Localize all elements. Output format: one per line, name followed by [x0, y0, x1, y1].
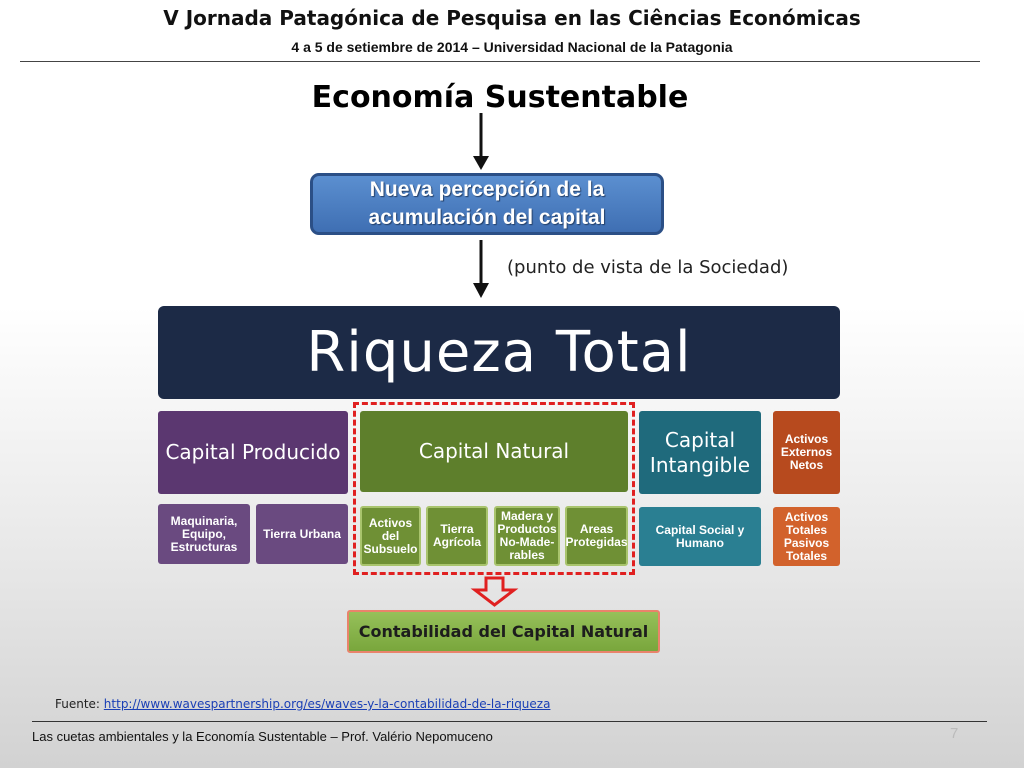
- source-citation: [55, 697, 550, 711]
- areas-protegidas-tile: Areas Protegidas: [565, 506, 628, 566]
- capital-natural-tile: Capital Natural: [360, 411, 628, 492]
- activos-totales-tile: Activos Totales Pasivos Totales: [773, 507, 840, 566]
- slide-title: Economía Sustentable: [311, 80, 689, 115]
- footer-text: Las cuetas ambientales y la Economía Sustentable – Prof. Valério Nepomuceno: [32, 729, 493, 744]
- capital-social-tile: Capital Social y Humano: [639, 507, 761, 566]
- capital-accumulation-box: Nueva percepción de la acumulación del capital: [310, 173, 664, 235]
- activos-externos-tile: Activos Externos Netos: [773, 411, 840, 494]
- conference-subtitle: 4 a 5 de setiembre de 2014 – Universidad Nacional de la Patagonia: [291, 39, 733, 55]
- activos-subsuelo-tile: Activos del Subsuelo: [360, 506, 421, 566]
- footer-divider: [32, 721, 987, 722]
- riqueza-total-banner: Riqueza Total: [158, 306, 840, 399]
- hollow-down-arrow-icon: [475, 578, 514, 605]
- natural-capital-highlight: [353, 402, 635, 575]
- arrow-box-to-riqueza-icon: [473, 240, 489, 298]
- contabilidad-capital-natural-box: Contabilidad del Capital Natural: [347, 610, 660, 653]
- society-note: (punto de vista de la Sociedad): [507, 257, 789, 278]
- page-number: 7: [950, 725, 959, 742]
- capital-producido-tile: Capital Producido: [158, 411, 348, 494]
- tierra-agricola-tile: Tierra Agrícola: [426, 506, 488, 566]
- maquinaria-tile: Maquinaria, Equipo, Estructuras: [158, 504, 250, 564]
- arrow-title-to-box-icon: [473, 113, 489, 170]
- capital-intangible-tile: Capital Intangible: [639, 411, 761, 494]
- source-link[interactable]: http://www.wavespartnership.org/es/waves-y-la-contabilidad-de-la-riqueza: [103, 697, 551, 711]
- source-label: Fuente:: [55, 697, 104, 711]
- madera-tile: Madera y Productos No-Made-rables: [494, 506, 560, 566]
- conference-title: V Jornada Patagónica de Pesquisa en las Ciências Económicas: [163, 6, 861, 30]
- tierra-urbana-tile: Tierra Urbana: [256, 504, 348, 564]
